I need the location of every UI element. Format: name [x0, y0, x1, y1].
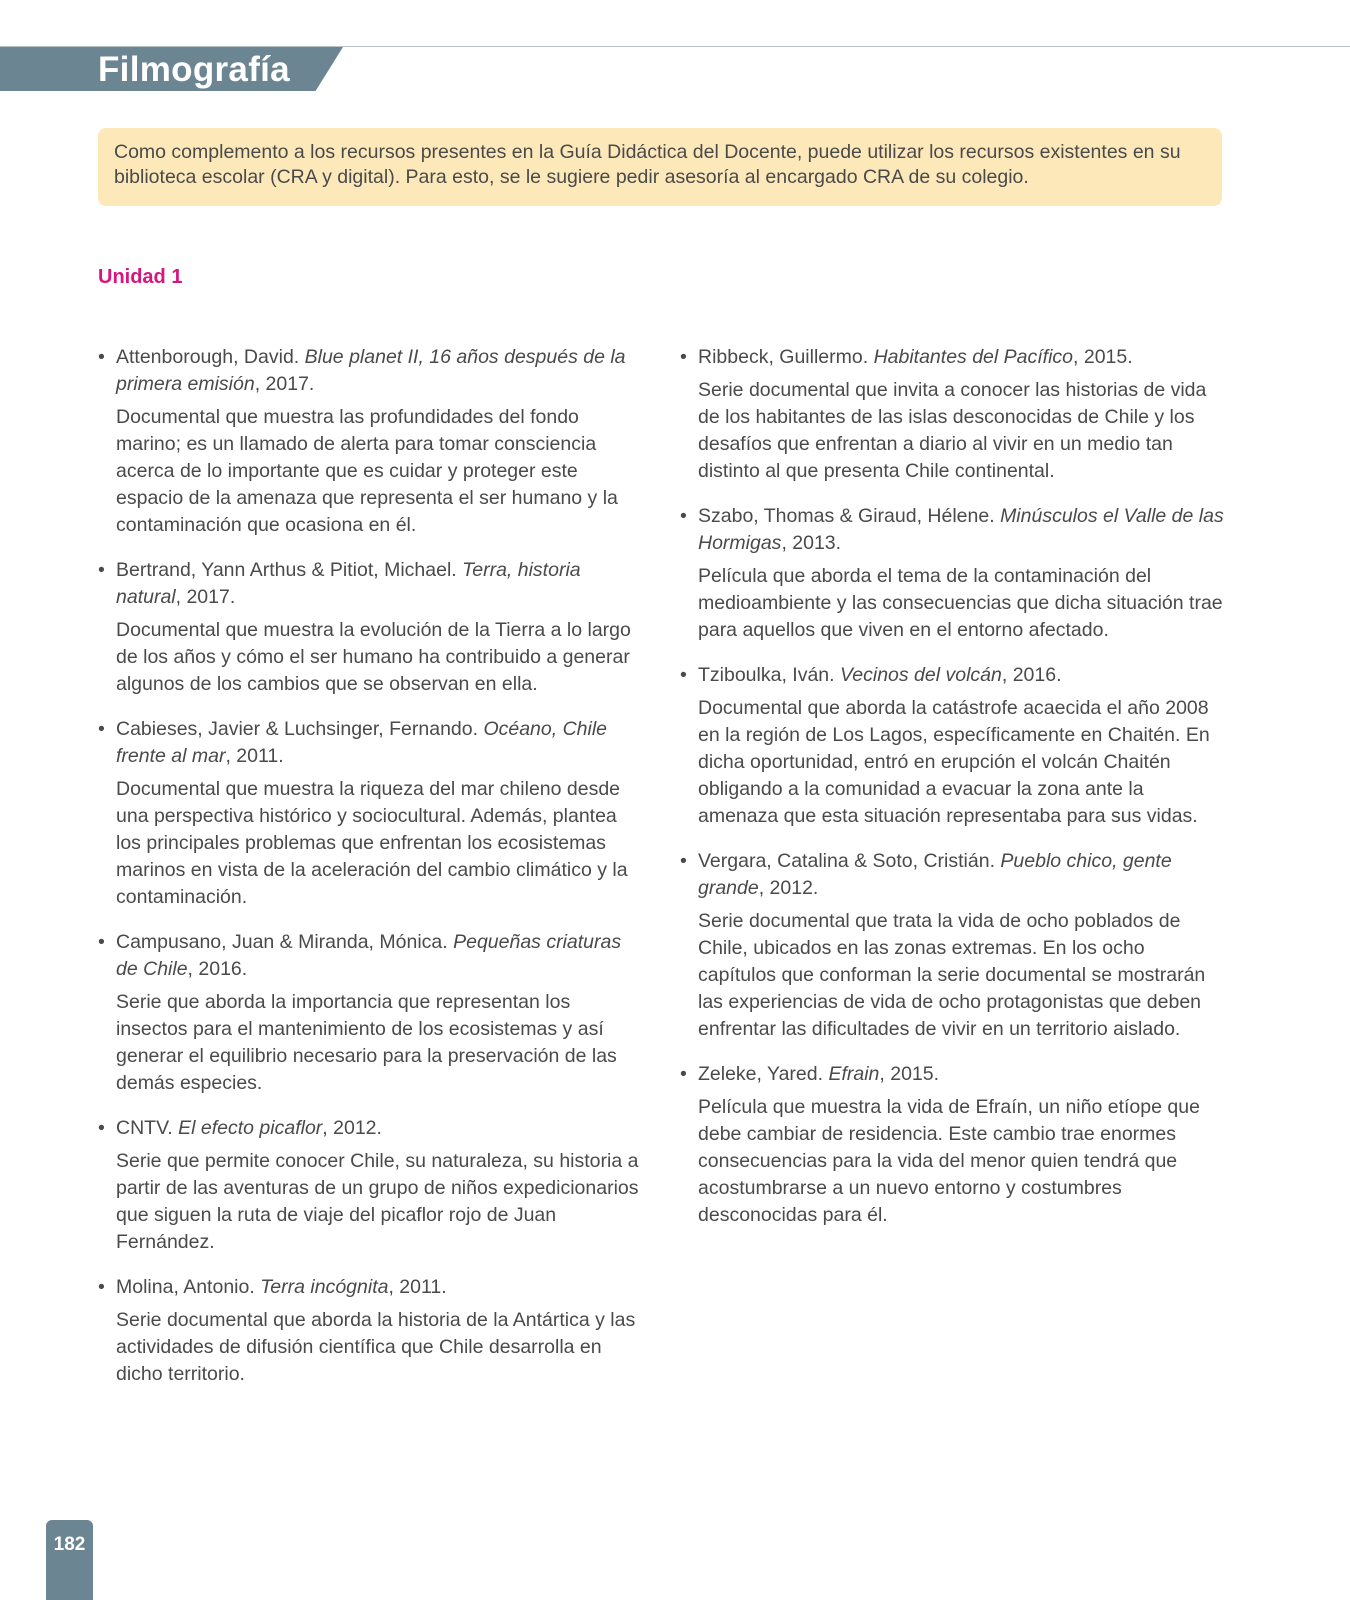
film-citation: [116, 716, 646, 770]
film-description: Serie documental que trata la vida de ocho poblados de Chile, ubicados en las zonas extremas. En los ocho capítulos que conforman la serie documental se mostrarán las experiencias de vida de ocho protagonistas que deben enfrentar las dificultades de vivir en un territorio aislado.: [698, 910, 1206, 1040]
film-title: Pueblo chico, gente grande: [698, 850, 1172, 899]
film-author: Zeleke, Yared.: [698, 1063, 829, 1085]
film-author: CNTV.: [116, 1117, 179, 1139]
film-description: Serie documental que aborda la historia de la Antártica y las actividades de difusión científica que Chile desarrolla en dicho territorio.: [116, 1309, 636, 1385]
header-rule: [0, 46, 1350, 47]
film-description: Documental que aborda la catástrofe acaecida el año 2008 en la región de Los Lagos, específicamente en Chaitén. En dicha oportunidad, entró en erupción el volcán Chaitén obligando a la comunidad a evacuar la zona ante la amenaza que esta situación representaba para sus vidas.: [698, 697, 1210, 827]
film-author: Vergara, Catalina & Soto, Cristián.: [698, 850, 1001, 872]
film-author: Campusano, Juan & Miranda, Mónica.: [116, 931, 454, 953]
film-year: , 2011.: [225, 745, 284, 767]
film-citation: [698, 503, 1228, 557]
film-citation: [698, 344, 1228, 371]
bullet-icon: •: [680, 664, 687, 686]
film-title: Terra, historia natural: [116, 559, 581, 608]
film-entry: [680, 344, 1228, 485]
film-title: El efecto picaflor: [178, 1117, 323, 1139]
film-description: Documental que muestra la evolución de la Tierra a lo largo de los años y cómo el ser humano ha contribuido a generar algunos de los cambios que se observan en ella.: [116, 619, 631, 695]
bullet-icon: •: [680, 346, 687, 368]
film-author: Cabieses, Javier & Luchsinger, Fernando.: [116, 718, 484, 740]
film-entry: [98, 716, 646, 911]
bullet-icon: •: [680, 1063, 687, 1085]
film-citation: [698, 1061, 1228, 1088]
film-citation: [116, 1274, 646, 1301]
film-entry: [98, 344, 646, 539]
info-note: Como complemento a los recursos presentes en la Guía Didáctica del Docente, puede utilizar los recursos existentes en su biblioteca escolar (CRA y digital). Para esto, se le sugiere pedir asesoría al encargado CRA de su colegio.: [98, 128, 1222, 206]
film-citation: [116, 1115, 646, 1142]
bullet-icon: •: [98, 346, 105, 368]
film-citation: [116, 344, 646, 398]
film-author: Bertrand, Yann Arthus & Pitiot, Michael.: [116, 559, 463, 581]
bullet-icon: •: [98, 931, 105, 953]
film-entry: [98, 1274, 646, 1388]
bullet-icon: •: [98, 559, 105, 581]
film-entry: [98, 557, 646, 698]
film-description: Película que aborda el tema de la contaminación del medioambiente y las consecuencias que dicha situación trae para aquellos que viven en el entorno afectado.: [698, 565, 1223, 641]
film-description: Serie que aborda la importancia que representan los insectos para el mantenimiento de los ecosistemas y así generar el equilibrio necesario para la preservación de las demás especies.: [116, 991, 617, 1094]
film-entry: [680, 662, 1228, 830]
film-entry: [680, 503, 1228, 644]
film-description: Documental que muestra las profundidades del fondo marino; es un llamado de alerta para tomar consciencia acerca de lo importante que es cuidar y proteger este espacio de la amenaza que representa el ser humano y la contaminación que ocasiona en él.: [116, 406, 618, 536]
film-entry: [98, 929, 646, 1097]
unit-heading: Unidad 1: [98, 266, 183, 288]
film-title: Océano, Chile frente al mar: [116, 718, 608, 767]
film-year: , 2017.: [254, 373, 315, 395]
film-citation: [116, 929, 646, 983]
film-entry: [680, 848, 1228, 1043]
film-year: , 2015.: [879, 1063, 940, 1085]
film-year: , 2013.: [781, 532, 842, 554]
page-number: 182: [53, 1534, 86, 1555]
right-column: [680, 344, 1228, 1247]
bullet-icon: •: [680, 505, 687, 527]
film-author: Attenborough, David.: [116, 346, 305, 368]
film-author: Szabo, Thomas & Giraud, Hélene.: [698, 505, 1001, 527]
film-title: Blue planet II, 16 años después de la primera emisión: [116, 346, 626, 395]
film-title: Vecinos del volcán: [839, 664, 1002, 686]
film-title: Minúsculos el Valle de las Hormigas: [698, 505, 1224, 554]
film-year: , 2012.: [758, 877, 819, 899]
film-year: , 2012.: [322, 1117, 382, 1139]
film-citation: [698, 662, 1228, 689]
film-description: Serie documental que invita a conocer las historias de vida de los habitantes de las islas desconocidas de Chile y los desafíos que enfrentan a diario al vivir en un medio tan distinto al que presenta Chile continental.: [698, 379, 1207, 482]
bullet-icon: •: [98, 1117, 105, 1139]
film-author: Ribbeck, Guillermo.: [698, 346, 874, 368]
film-entry: [98, 1115, 646, 1256]
film-entry: [680, 1061, 1228, 1229]
film-title: Habitantes del Pacífico: [873, 346, 1074, 368]
page-title: Filmografía: [98, 50, 290, 89]
film-year: , 2016.: [1001, 664, 1062, 686]
film-description: Película que muestra la vida de Efraín, un niño etíope que debe cambiar de residencia. Este cambio trae enormes consecuencias para la vida del menor quien tendrá que acostumbrarse a un nuevo entorno y costumbres desconocidas para él.: [698, 1096, 1200, 1226]
film-description: Serie que permite conocer Chile, su naturaleza, su historia a partir de las aventuras de un grupo de niños expedicionarios que siguen la ruta de viaje del picaflor rojo de Juan Fernández.: [116, 1150, 639, 1253]
left-column: [98, 344, 646, 1406]
film-description: Documental que muestra la riqueza del mar chileno desde una perspectiva histórico y sociocultural. Además, plantea los principales problemas que enfrentan los ecosistemas marinos en vista de la aceleración del cambio climático y la contaminación.: [116, 778, 628, 908]
film-title: Terra incógnita: [260, 1276, 389, 1298]
bullet-icon: •: [98, 1276, 105, 1298]
film-author: Molina, Antonio.: [116, 1276, 261, 1298]
film-citation: [116, 557, 646, 611]
film-author: Tziboulka, Iván.: [698, 664, 840, 686]
film-year: , 2011.: [388, 1276, 447, 1298]
film-citation: [698, 848, 1228, 902]
film-year: , 2016.: [187, 958, 248, 980]
page-number-tab: [46, 1520, 93, 1600]
bullet-icon: •: [98, 718, 105, 740]
film-year: , 2017.: [175, 586, 236, 608]
film-title: Pequeñas criaturas de Chile: [116, 931, 622, 980]
film-year: , 2015.: [1073, 346, 1133, 368]
bullet-icon: •: [680, 850, 687, 872]
film-title: Efrain: [828, 1063, 880, 1085]
